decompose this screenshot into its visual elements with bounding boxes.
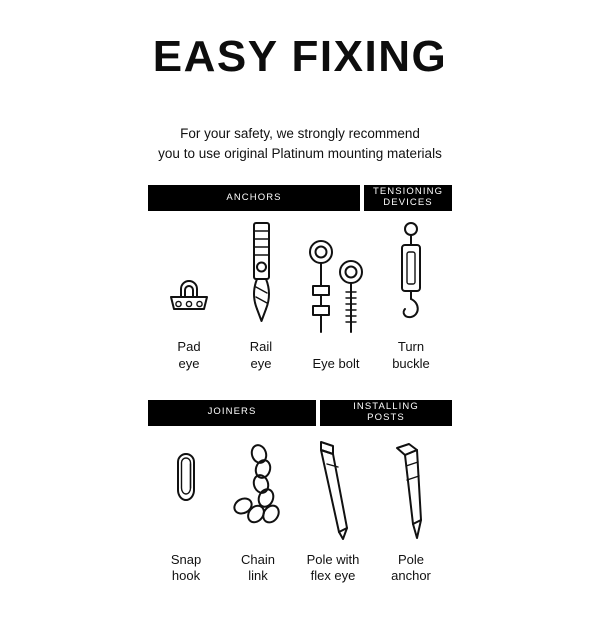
snap-hook-art xyxy=(166,432,206,540)
caption-line-1: Pad xyxy=(177,339,201,355)
caption-line-1: Rail xyxy=(249,339,273,355)
turn-buckle-icon xyxy=(390,219,432,327)
section-1-items xyxy=(0,217,600,372)
header-bar-tensioning-devices xyxy=(364,185,452,211)
section-2-header-bars xyxy=(0,400,600,426)
caption-rail-eye xyxy=(250,339,272,372)
rail-eye-art xyxy=(241,217,281,327)
poster-page xyxy=(0,34,600,634)
snap-hook-icon xyxy=(166,444,206,540)
header-bar-tensioning-line-1: TENSIONING xyxy=(372,186,444,198)
caption-chain-link xyxy=(241,552,275,585)
pole-anchor-art xyxy=(387,432,435,540)
caption-pole-anchor xyxy=(391,552,431,585)
item-turn-buckle xyxy=(375,217,447,372)
rail-eye-icon xyxy=(241,219,281,327)
chain-link-art xyxy=(225,432,291,540)
caption-turn-buckle xyxy=(392,339,430,372)
header-bar-installing-posts xyxy=(320,400,452,426)
caption-pad-eye xyxy=(177,339,200,372)
pole-flex-eye-icon xyxy=(309,440,357,540)
item-eye-bolt xyxy=(297,234,375,372)
caption-line-2: anchor xyxy=(391,568,431,584)
subtitle-line-2: you to use original Platinum mounting materials xyxy=(158,145,442,161)
caption-line-1: Eye bolt xyxy=(312,355,360,371)
pad-eye-art xyxy=(158,219,220,327)
caption-line-1: Snap xyxy=(170,551,202,567)
item-snap-hook xyxy=(150,432,222,585)
header-bar-joiners: JOINERS xyxy=(148,400,316,426)
eye-bolt-icon xyxy=(297,236,375,344)
caption-line-2: buckle xyxy=(392,355,430,371)
header-bar-tensioning-line-2: DEVICES xyxy=(383,197,433,209)
section-1-header-bars xyxy=(0,185,600,211)
item-pole-anchor xyxy=(372,432,450,585)
caption-line-2: link xyxy=(248,568,268,584)
pole-anchor-icon xyxy=(387,440,435,540)
item-pad-eye xyxy=(153,219,225,372)
caption-line-1: Pole with xyxy=(306,551,360,567)
caption-line-1: Chain xyxy=(241,551,275,567)
chain-link-icon xyxy=(225,444,291,540)
caption-line-1: Turn xyxy=(397,339,425,355)
caption-eye-bolt xyxy=(313,356,360,372)
item-rail-eye xyxy=(225,217,297,372)
eye-bolt-art xyxy=(297,234,375,344)
header-bar-anchors: ANCHORS xyxy=(148,185,360,211)
pad-eye-icon xyxy=(158,261,220,327)
caption-line-1: Pole xyxy=(397,551,425,567)
header-bar-posts-line-1: INSTALLING xyxy=(353,400,419,412)
item-pole-flex-eye xyxy=(294,432,372,585)
subtitle-line-1: For your safety, we strongly recommend xyxy=(180,126,420,142)
caption-line-2: flex eye xyxy=(310,568,356,584)
caption-line-2: hook xyxy=(171,568,201,584)
subtitle xyxy=(0,124,600,163)
caption-line-2: eye xyxy=(178,355,200,371)
caption-snap-hook xyxy=(171,552,201,585)
section-2-items xyxy=(0,432,600,585)
header-bar-posts-line-2: POSTS xyxy=(367,411,405,423)
caption-line-2: eye xyxy=(250,355,272,371)
pole-flex-eye-art xyxy=(309,432,357,540)
turn-buckle-art xyxy=(390,217,432,327)
page-title: EASY FIXING xyxy=(152,32,448,81)
caption-pole-flex-eye xyxy=(307,552,360,585)
item-chain-link xyxy=(222,432,294,585)
